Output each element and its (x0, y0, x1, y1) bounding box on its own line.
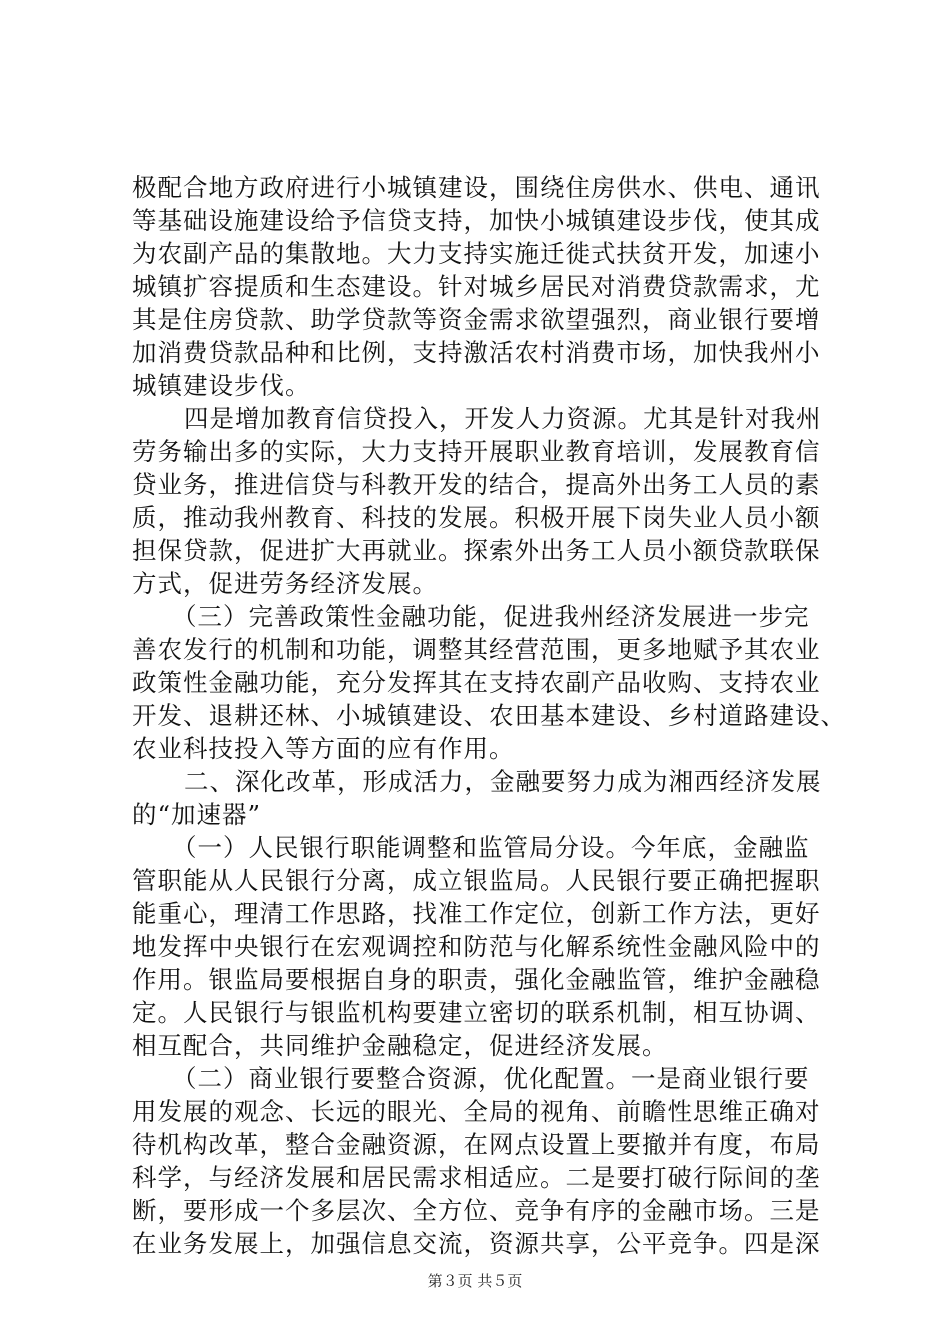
text-line: 善农发行的机制和功能，调整其经营范围，更多地赋予其农业 (132, 635, 821, 664)
text-line: 能重心，理清工作思路，找准工作定位，创新工作方法，更好 (132, 899, 821, 928)
page-number-footer: 第３页 共５页 (427, 1272, 523, 1290)
text-line: 科学，与经济发展和居民需求相适应。二是要打破行际间的垄 (132, 1163, 821, 1192)
text-line: 的“加速器” (132, 800, 262, 829)
text-line: 质，推动我州教育、科技的发展。积极开展下岗失业人员小额 (132, 503, 821, 532)
text-line: 等基础设施建设给予信贷支持，加快小城镇建设步伐，使其成 (132, 206, 821, 235)
text-line: 极配合地方政府进行小城镇建设，围绕住房供水、供电、通讯 (132, 173, 821, 202)
text-line: 待机构改革，整合金融资源，在网点设置上要撤并有度，布局 (132, 1130, 821, 1159)
text-line: 用发展的观念、长远的眼光、全局的视角、前瞻性思维正确对 (132, 1097, 821, 1126)
section-heading-line: （一）人民银行职能调整和监管局分设。今年底，金融监 (172, 833, 810, 862)
text-line: 政策性金融功能，充分发挥其在支持农副产品收购、支持农业 (132, 668, 821, 697)
text-line: 贷业务，推进信贷与科教开发的结合，提高外出务工人员的素 (132, 470, 821, 499)
text-line: 开发、退耕还林、小城镇建设、农田基本建设、乡村道路建设、 (132, 701, 846, 730)
text-line: 地发挥中央银行在宏观调控和防范与化解系统性金融风险中的 (132, 932, 821, 961)
text-line: 其是住房贷款、助学贷款等资金需求欲望强烈，商业银行要增 (132, 305, 821, 334)
text-line: 城镇扩容提质和生态建设。针对城乡居民对消费贷款需求，尤 (132, 272, 821, 301)
text-line: 方式，促进劳务经济发展。 (132, 569, 438, 598)
section-heading-line: （三）完善政策性金融功能，促进我州经济发展进一步完 (172, 602, 810, 631)
text-line: 定。人民银行与银监机构要建立密切的联系机制，相互协调、 (132, 998, 821, 1027)
text-line: 断，要形成一个多层次、全方位、竞争有序的金融市场。三是 (132, 1196, 821, 1225)
section-heading-line: （二）商业银行要整合资源，优化配置。一是商业银行要 (172, 1064, 810, 1093)
text-line: 农业科技投入等方面的应有作用。 (132, 734, 515, 763)
text-line: 为农副产品的集散地。大力支持实施迁徙式扶贫开发，加速小 (132, 239, 821, 268)
paragraph-start-line: 四是增加教育信贷投入，开发人力资源。尤其是针对我州 (184, 404, 822, 433)
text-line: 管职能从人民银行分离，成立银监局。人民银行要正确把握职 (132, 866, 821, 895)
text-line: 作用。银监局要根据自身的职责，强化金融监管，维护金融稳 (132, 965, 821, 994)
text-line: 城镇建设步伐。 (132, 371, 311, 400)
chapter-heading-line: 二、深化改革，形成活力，金融要努力成为湘西经济发展 (184, 767, 822, 796)
text-line: 加消费贷款品种和比例，支持激活农村消费市场，加快我州小 (132, 338, 821, 367)
text-line: 担保贷款，促进扩大再就业。探索外出务工人员小额贷款联保 (132, 536, 821, 565)
text-line: 相互配合，共同维护金融稳定，促进经济发展。 (132, 1031, 668, 1060)
text-line: 在业务发展上，加强信息交流，资源共享，公平竞争。四是深 (132, 1229, 821, 1258)
text-line: 劳务输出多的实际，大力支持开展职业教育培训，发展教育信 (132, 437, 821, 466)
